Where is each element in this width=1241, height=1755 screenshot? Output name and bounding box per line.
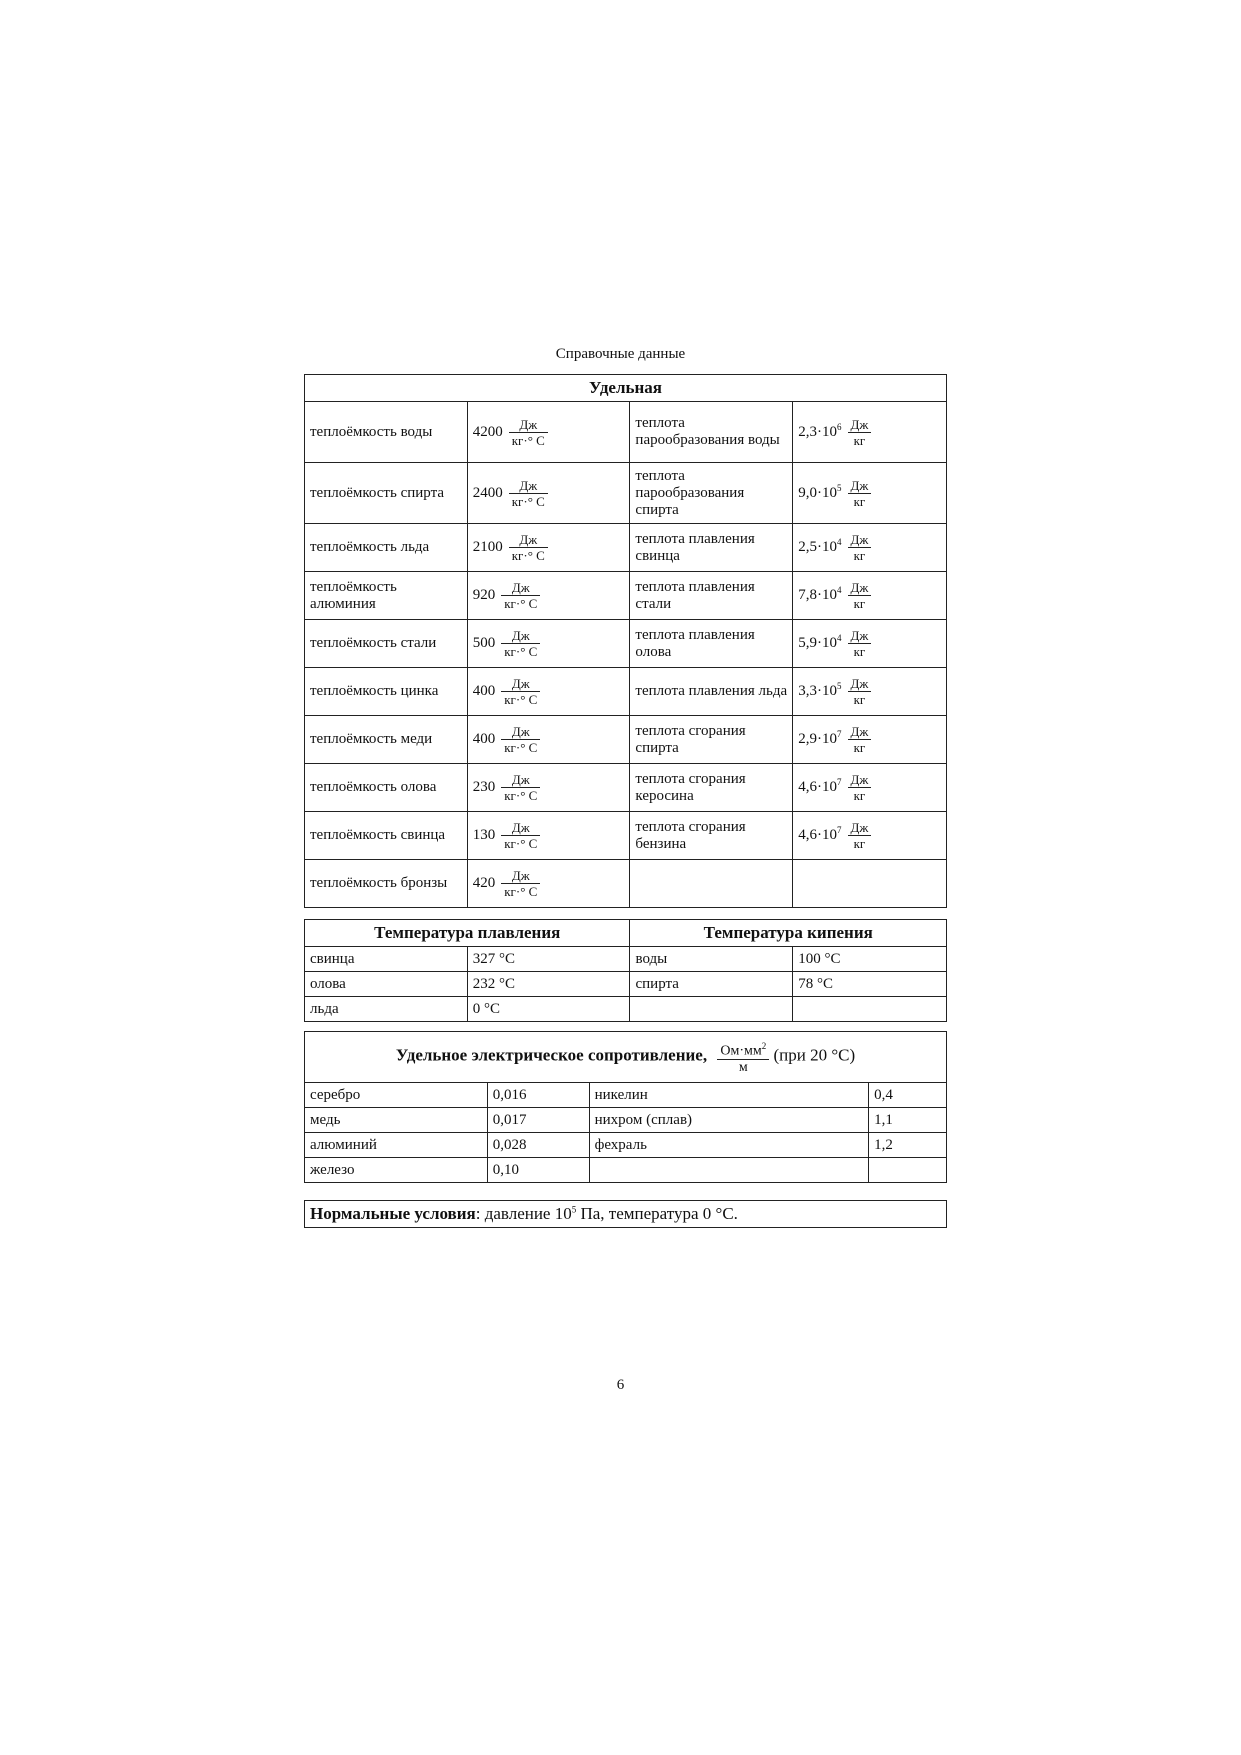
empty-cell: [630, 860, 793, 908]
heat-capacity-value: [467, 402, 630, 463]
page-title: Справочные данные: [555, 346, 686, 362]
melting-substance: олова: [305, 972, 468, 997]
heat-capacity-name: теплоёмкость бронзы: [305, 860, 468, 908]
heat-name: теплота сгорания спирта: [630, 716, 793, 764]
unit-denominator: кг: [853, 432, 866, 448]
heat-capacity-name: теплоёмкость воды: [305, 402, 468, 463]
value-number: 2,3·10: [798, 423, 837, 440]
heat-value: [793, 668, 947, 716]
unit-numerator: Дж: [501, 724, 540, 740]
heat-capacity-name: теплоёмкость свинца: [305, 812, 468, 860]
value-number: 7,8·10: [798, 586, 837, 603]
unit-denominator: кг: [853, 493, 866, 509]
value-exponent: 4: [837, 584, 842, 595]
temperature-table: [304, 919, 947, 1022]
value-number: 5,9·10: [798, 634, 837, 651]
material-value: 0,016: [487, 1083, 589, 1108]
heat-value: [793, 764, 947, 812]
specific-table: [304, 374, 947, 908]
unit-numerator: Дж: [848, 724, 872, 740]
heat-capacity-value: [467, 764, 630, 812]
boiling-substance: спирта: [630, 972, 793, 997]
normal-exp: 5: [571, 1204, 577, 1215]
material-name: нихром (сплав): [589, 1108, 868, 1133]
material-value: 0,10: [487, 1158, 589, 1183]
table-row: [305, 947, 947, 972]
unit-denominator: кг: [853, 644, 866, 659]
table-row: [305, 716, 947, 764]
unit-numerator: Дж: [501, 772, 540, 788]
table-row: [305, 620, 947, 668]
value-exponent: 4: [837, 536, 842, 547]
value-number: 400: [472, 682, 496, 699]
value-number: 9,0·10: [798, 484, 837, 501]
table-row: [305, 997, 947, 1022]
heat-capacity-name: теплоёмкость льда: [305, 524, 468, 572]
material-name: медь: [305, 1108, 488, 1133]
unit-denominator: кг: [853, 548, 866, 563]
heat-value: [793, 524, 947, 572]
heat-value: [793, 812, 947, 860]
value-exponent: 5: [837, 482, 842, 493]
value-number: 500: [472, 634, 496, 651]
unit-numerator: Дж: [501, 580, 540, 596]
unit-denominator: кг·° С: [504, 836, 538, 851]
table-row: [305, 668, 947, 716]
unit-denominator: кг: [853, 788, 866, 803]
value-number: 2,5·10: [798, 538, 837, 555]
unit-numerator: Дж: [848, 417, 872, 433]
unit-numerator: Дж: [509, 417, 548, 433]
resistance-header: [305, 1032, 947, 1083]
heat-capacity-value: [467, 860, 630, 908]
unit-denominator: кг·° С: [504, 740, 538, 755]
melting-substance: свинца: [305, 947, 468, 972]
unit-denominator: кг·° С: [504, 884, 538, 899]
value-exponent: 6: [837, 421, 842, 432]
heat-capacity-value: [467, 524, 630, 572]
normal-text1: : давление 10: [475, 1204, 572, 1223]
heat-capacity-name: теплоёмкость меди: [305, 716, 468, 764]
heat-capacity-value: [467, 572, 630, 620]
table-row: [305, 1133, 947, 1158]
unit-denominator: кг·° С: [504, 644, 538, 659]
value-exponent: 7: [837, 824, 842, 835]
unit-numerator: Дж: [848, 580, 872, 596]
unit-denominator: кг·° С: [511, 432, 545, 448]
value-number: 920: [472, 586, 496, 603]
value-exponent: 7: [837, 776, 842, 787]
value-exponent: 5: [837, 680, 842, 691]
material-value: 0,4: [869, 1083, 947, 1108]
value-number: 2,9·10: [798, 730, 837, 747]
empty-cell: [630, 997, 793, 1022]
empty-cell: [869, 1158, 947, 1183]
heat-capacity-value: [467, 668, 630, 716]
table-row: [305, 972, 947, 997]
heat-name: теплота сгорания бензина: [630, 812, 793, 860]
value-number: 420: [472, 874, 496, 891]
heat-capacity-name: теплоёмкость алюминия: [305, 572, 468, 620]
normal-conditions: [305, 1201, 947, 1228]
unit-denominator: кг·° С: [511, 548, 545, 563]
material-name: фехраль: [589, 1133, 868, 1158]
unit-numerator: Дж: [848, 772, 872, 788]
normal-label: Нормальные условия: [310, 1204, 476, 1223]
unit-numerator: Дж: [509, 478, 548, 494]
unit-denominator: кг·° С: [511, 493, 545, 509]
boiling-header: Температура кипения: [630, 920, 947, 947]
page-number: 6: [616, 1377, 625, 1393]
unit-numerator: Дж: [501, 676, 540, 692]
unit-numerator: Дж: [509, 532, 548, 548]
heat-value: [793, 572, 947, 620]
melting-substance: льда: [305, 997, 468, 1022]
material-value: 0,017: [487, 1108, 589, 1133]
empty-cell: [793, 860, 947, 908]
unit-numerator: Дж: [848, 820, 872, 836]
heat-name: теплота парообразования воды: [630, 402, 793, 463]
heat-capacity-name: теплоёмкость цинка: [305, 668, 468, 716]
material-value: 1,1: [869, 1108, 947, 1133]
material-name: серебро: [305, 1083, 488, 1108]
heat-name: теплота плавления стали: [630, 572, 793, 620]
heat-value: [793, 620, 947, 668]
heat-value: [793, 402, 947, 463]
table-row: [305, 764, 947, 812]
table-row: [305, 860, 947, 908]
table-row: [305, 1083, 947, 1108]
table-row: [305, 524, 947, 572]
heat-value: [793, 463, 947, 524]
boiling-value: 100 °С: [793, 947, 947, 972]
heat-name: теплота плавления олова: [630, 620, 793, 668]
specific-header: Удельная: [305, 375, 947, 402]
heat-name: теплота сгорания керосина: [630, 764, 793, 812]
unit-denominator: кг: [853, 740, 866, 755]
table-row: [305, 463, 947, 524]
normal-text2: Па, температура 0 °С.: [576, 1204, 738, 1223]
unit-denominator: кг·° С: [504, 692, 538, 707]
unit-numerator: Дж: [848, 478, 872, 494]
melting-value: 232 °С: [467, 972, 630, 997]
resistance-condition: (при 20 °С): [773, 1045, 856, 1065]
value-number: 2400: [472, 484, 503, 501]
heat-capacity-value: [467, 812, 630, 860]
resistance-title: Удельное электрическое сопротивление,: [395, 1045, 708, 1065]
heat-name: теплота парообразования спирта: [630, 463, 793, 524]
boiling-value: 78 °С: [793, 972, 947, 997]
unit-denominator: кг·° С: [504, 596, 538, 611]
material-value: 1,2: [869, 1133, 947, 1158]
melting-header: Температура плавления: [305, 920, 630, 947]
heat-name: теплота плавления свинца: [630, 524, 793, 572]
heat-capacity-name: теплоёмкость стали: [305, 620, 468, 668]
value-number: 4,6·10: [798, 826, 837, 843]
empty-cell: [589, 1158, 868, 1183]
heat-capacity-name: теплоёмкость олова: [305, 764, 468, 812]
normal-conditions-table: [304, 1200, 947, 1228]
heat-capacity-value: [467, 620, 630, 668]
material-name: никелин: [589, 1083, 868, 1108]
value-number: 4,6·10: [798, 778, 837, 795]
boiling-substance: воды: [630, 947, 793, 972]
melting-value: 327 °С: [467, 947, 630, 972]
melting-value: 0 °С: [467, 997, 630, 1022]
resistance-unit-exp: 2: [761, 1041, 767, 1052]
resistance-unit-num: Ом·мм: [720, 1043, 762, 1059]
unit-numerator: Дж: [848, 628, 872, 644]
resistance-table: [304, 1031, 947, 1183]
empty-cell: [793, 997, 947, 1022]
heat-value: [793, 716, 947, 764]
unit-denominator: кг·° С: [504, 788, 538, 803]
heat-capacity-value: [467, 463, 630, 524]
unit-numerator: Дж: [501, 820, 540, 836]
unit-numerator: Дж: [501, 868, 540, 884]
value-number: 3,3·10: [798, 682, 837, 699]
material-name: железо: [305, 1158, 488, 1183]
material-name: алюминий: [305, 1133, 488, 1158]
table-row: [305, 1158, 947, 1183]
value-number: 2100: [472, 538, 503, 555]
table-row: [305, 812, 947, 860]
unit-denominator: кг: [853, 836, 866, 851]
value-number: 130: [472, 826, 496, 843]
table-row: [305, 402, 947, 463]
unit-denominator: кг: [853, 596, 866, 611]
heat-name: теплота плавления льда: [630, 668, 793, 716]
unit-denominator: кг: [853, 692, 866, 707]
table-row: [305, 572, 947, 620]
unit-numerator: Дж: [848, 676, 872, 692]
value-number: 4200: [472, 423, 503, 440]
unit-numerator: Дж: [501, 628, 540, 644]
unit-numerator: Дж: [848, 532, 872, 548]
value-number: 400: [472, 730, 496, 747]
heat-capacity-value: [467, 716, 630, 764]
table-row: [305, 1108, 947, 1133]
value-exponent: 7: [837, 728, 842, 739]
material-value: 0,028: [487, 1133, 589, 1158]
heat-capacity-name: теплоёмкость спирта: [305, 463, 468, 524]
value-number: 230: [472, 778, 496, 795]
resistance-unit-den: м: [738, 1059, 748, 1075]
value-exponent: 4: [837, 632, 842, 643]
